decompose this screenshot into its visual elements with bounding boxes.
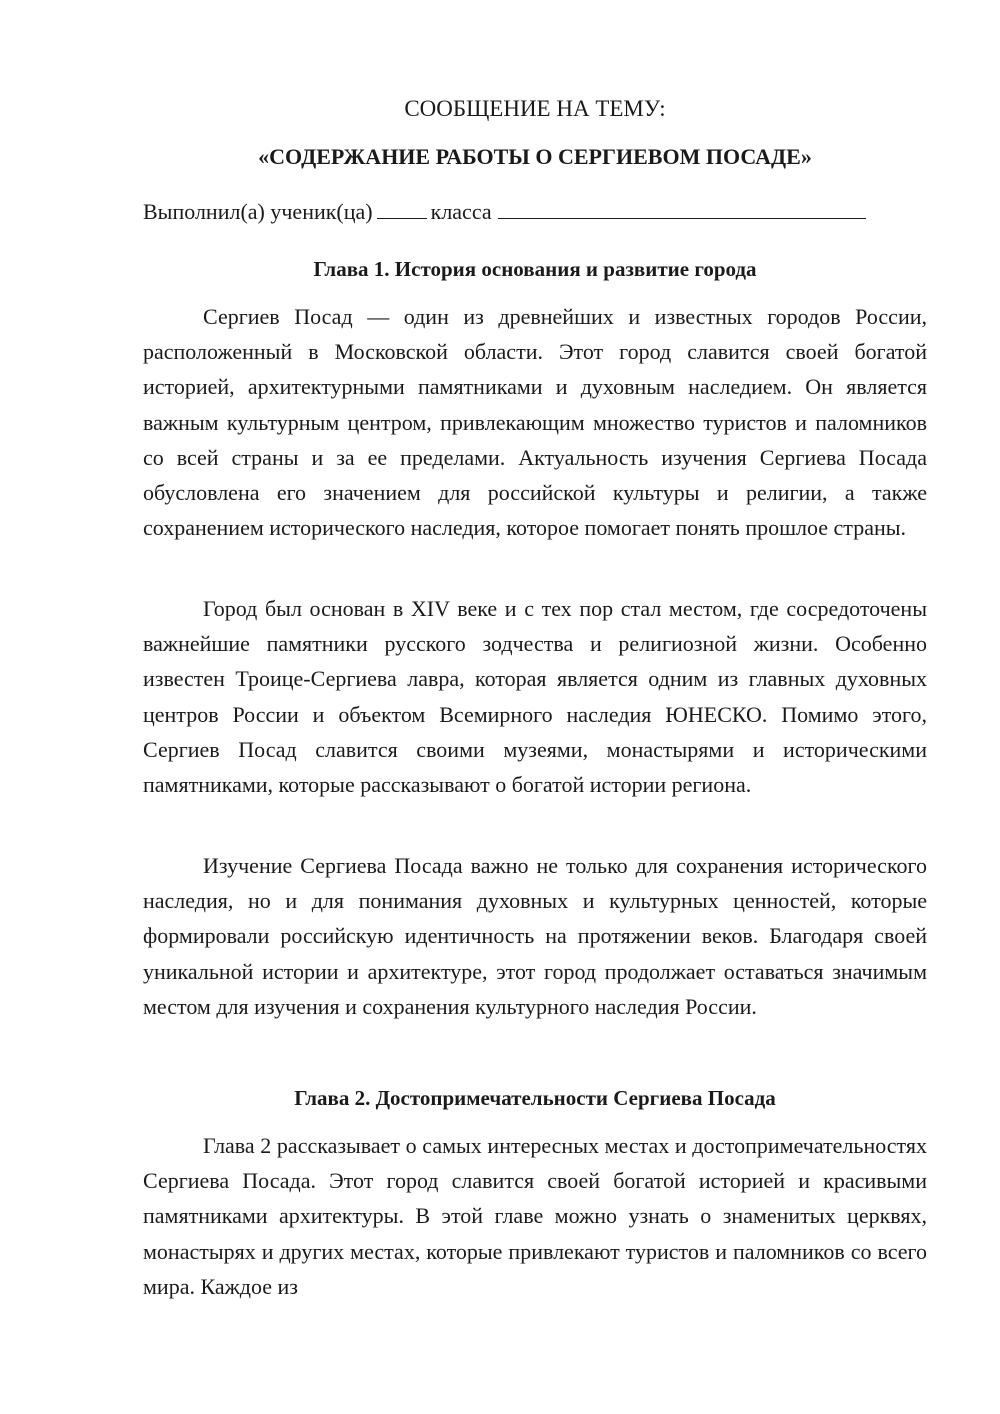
performer-line: [143, 197, 927, 227]
grade-blank: [377, 198, 427, 219]
performer-class-label: класса: [430, 199, 492, 224]
chapter-1-paragraph-2: Город был основан в XIV веке и с тех пор стал местом, где сосредоточены важнейшие памятники русского зодчества и религиозной жизни. Особенно известен Троице-Сергиева лавра, которая является одним из главных духовных центров России и объектом Всемирного наследия ЮНЕСКО. Помимо этого, Сергиев Посад славится своими музеями, монастырями и историческими памятниками, которые рассказывают о богатой истории региона.: [143, 596, 927, 798]
title-line-2: «СОДЕРЖАНИЕ РАБОТЫ О СЕРГИЕВОМ ПОСАДЕ»: [258, 144, 812, 169]
class-blank: [498, 198, 866, 219]
chapter-2-paragraph-1: Глава 2 рассказывает о самых интересных местах и достопримечательностях Сергиева Посада. Этот город славится своей богатой историей и красивыми памятниками архитектуры. В этой главе можно узнать о знаменитых церквях, монастырях и других местах, которые привлекают туристов и паломников со всего мира. Каждое из: [143, 1133, 927, 1299]
chapter-1-paragraph-1: Сергиев Посад — один из древнейших и известных городов России, расположенный в Московской области. Этот город славится своей богатой историей, архитектурными памятниками и духовным наследием. Он является важным культурным центром, привлекающим множество туристов и паломников со всей страны и за ее пределами. Актуальность изучения Сергиева Посада обусловлена его значением для российской культуры и религии, а также сохранением исторического наследия, которое помогает понять прошлое страны.: [143, 304, 927, 541]
title-line-1: СООБЩЕНИЕ НА ТЕМУ:: [404, 96, 666, 121]
performer-prefix: Выполнил(а) ученик(ца): [143, 199, 373, 224]
chapter-1-paragraph-3: Изучение Сергиева Посада важно не только для сохранения исторического наследия, но и для понимания духовных и культурных ценностей, которые формировали российскую идентичность на протяжении веков. Благодаря своей уникальной истории и архитектуре, этот город продолжает оставаться значимым местом для изучения и сохранения культурного наследия России.: [143, 853, 927, 1019]
chapter-2-heading: Глава 2. Достопримечательности Сергиева Посада: [294, 1086, 776, 1110]
chapter-1-heading: Глава 1. История основания и развитие города: [313, 257, 757, 281]
